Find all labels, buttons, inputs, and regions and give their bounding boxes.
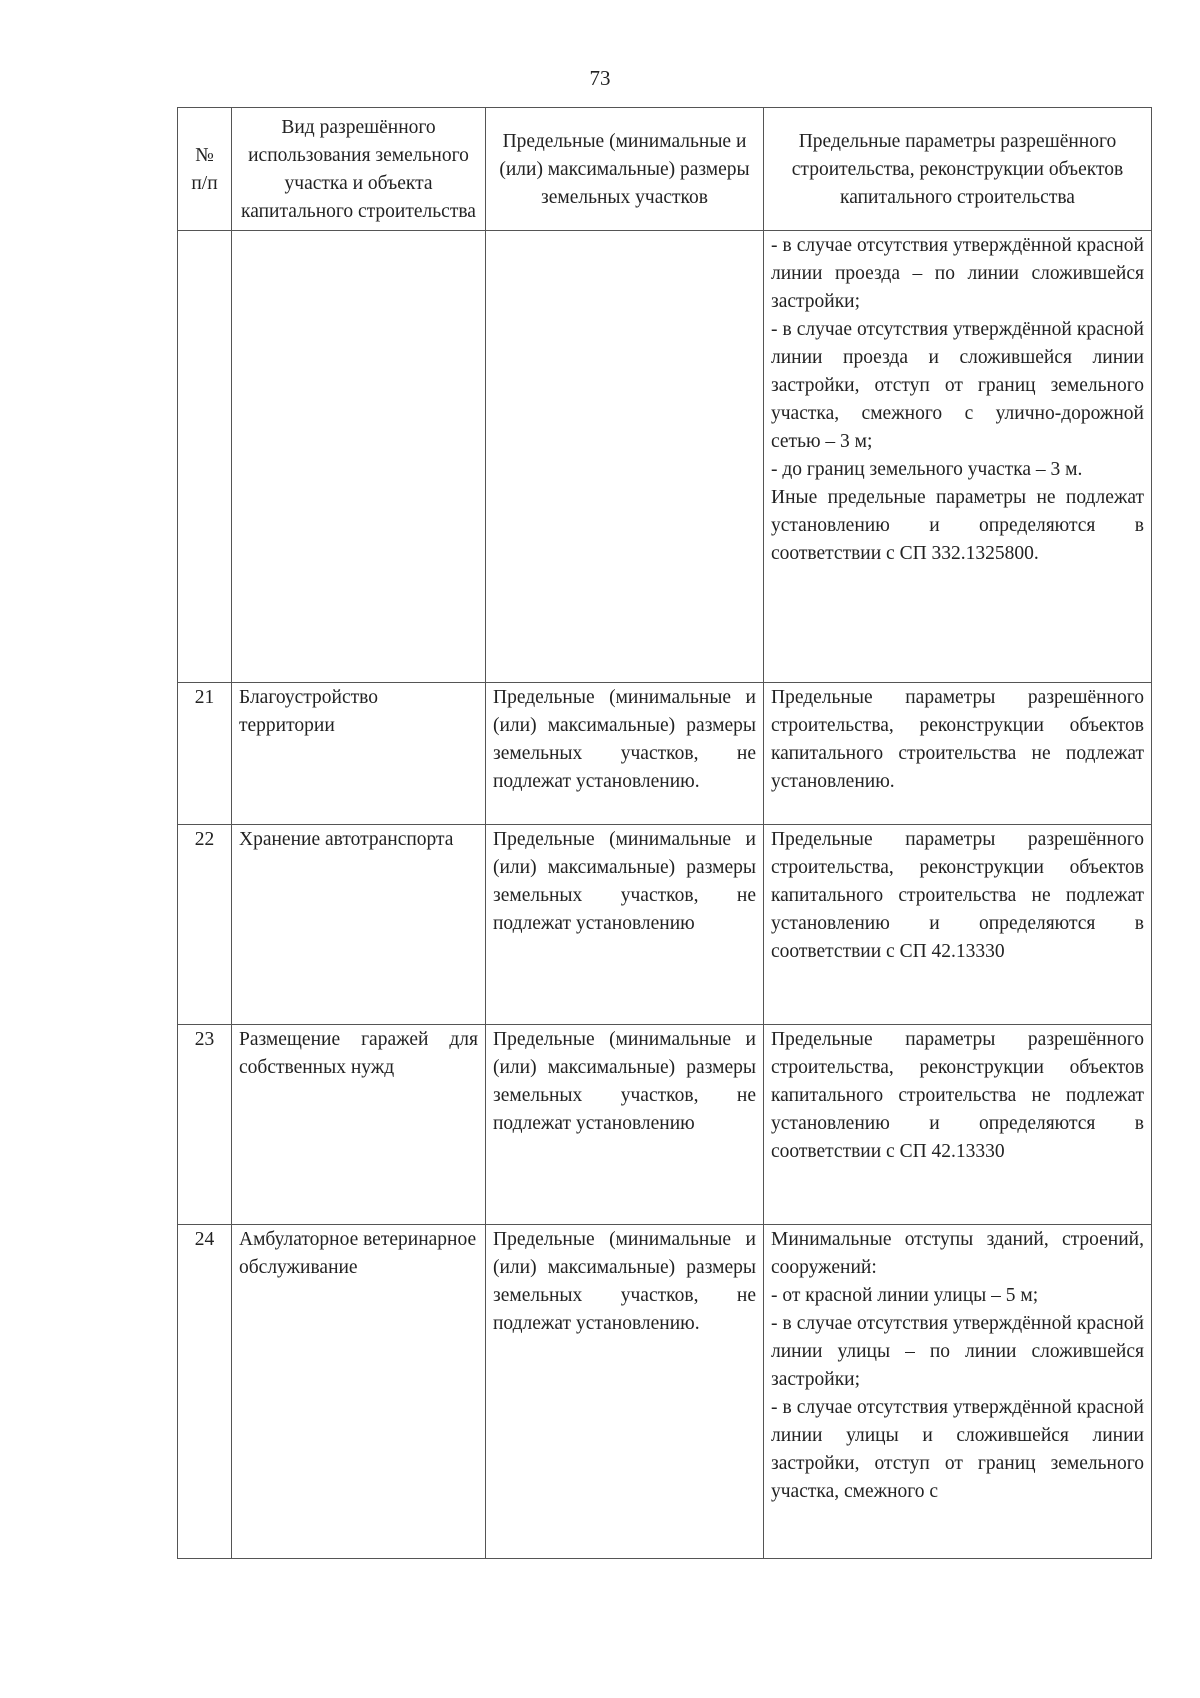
cell-num: 23 [178, 1025, 232, 1225]
cell-plot-size [486, 231, 764, 683]
table-row [178, 683, 1152, 825]
cell-build-params [764, 825, 1152, 1025]
param-line: Минимальные отступы зданий, строений, сооружений: [771, 1229, 1144, 1278]
cell-num [178, 231, 232, 683]
cell-use-type [232, 231, 486, 683]
param-line: - в случае отсутствия утверждённой красной линии улицы – по линии сложившейся застройки; [771, 1313, 1144, 1390]
header-num: № п/п [178, 108, 232, 231]
table-row-continuation [178, 231, 1152, 683]
header-use-type: Вид разрешённого использования земельного участка и объекта капитального строительства [232, 108, 486, 231]
cell-build-params [764, 231, 1152, 683]
table-row [178, 1025, 1152, 1225]
param-line: Иные предельные параметры не подлежат установлению и определяются в соответствии с СП 332.1325800. [771, 487, 1144, 564]
cell-num: 21 [178, 683, 232, 825]
param-line: - в случае отсутствия утверждённой красной линии улицы и сложившейся линии застройки, отступ от границ земельного участка, смежного с [771, 1397, 1144, 1502]
page-number: 73 [589, 66, 611, 90]
table-row [178, 825, 1152, 1025]
header-plot-size: Предельные (минимальные и (или) максимальные) размеры земельных участков [486, 108, 764, 231]
cell-plot-size: Предельные (минимальные и (или) максимальные) размеры земельных участков, не подлежат установлению. [486, 1225, 764, 1559]
cell-build-params [764, 683, 1152, 825]
cell-num: 24 [178, 1225, 232, 1559]
param-line: - в случае отсутствия утверждённой красной линии проезда – по линии сложившейся застройки; [771, 235, 1144, 312]
cell-use-type: Хранение автотранспорта [232, 825, 486, 1025]
cell-use-type: Размещение гаражей для собственных нужд [232, 1025, 486, 1225]
param-line: - в случае отсутствия утверждённой красной линии проезда и сложившейся линии застройки, отступ от границ земельного участка, смежного с улично-дорожной сетью – 3 м; [771, 319, 1144, 452]
cell-build-params [764, 1225, 1152, 1559]
cell-plot-size: Предельные (минимальные и (или) максимальные) размеры земельных участков, не подлежат установлению [486, 1025, 764, 1225]
cell-use-type: Благоустройство территории [232, 683, 486, 825]
param-line: Предельные параметры разрешённого строительства, реконструкции объектов капитального строительства не подлежат установлению и определяются в соответствии с СП 42.13330 [771, 829, 1144, 962]
cell-num: 22 [178, 825, 232, 1025]
cell-plot-size: Предельные (минимальные и (или) максимальные) размеры земельных участков, не подлежат установлению [486, 825, 764, 1025]
param-line: Предельные параметры разрешённого строительства, реконструкции объектов капитального строительства не подлежат установлению и определяются в соответствии с СП 42.13330 [771, 1029, 1144, 1162]
header-build-params: Предельные параметры разрешённого строительства, реконструкции объектов капитального строительства [764, 108, 1152, 231]
table-row [178, 1225, 1152, 1559]
cell-use-type: Амбулаторное ветеринарное обслуживание [232, 1225, 486, 1559]
cell-build-params [764, 1025, 1152, 1225]
param-line: Предельные параметры разрешённого строительства, реконструкции объектов капитального строительства не подлежат установлению. [771, 687, 1144, 792]
regulations-table [177, 107, 1152, 1559]
table-header-row [178, 108, 1152, 231]
param-line: - от красной линии улицы – 5 м; [771, 1285, 1039, 1306]
cell-plot-size: Предельные (минимальные и (или) максимальные) размеры земельных участков, не подлежат установлению. [486, 683, 764, 825]
param-line: - до границ земельного участка – 3 м. [771, 459, 1083, 480]
